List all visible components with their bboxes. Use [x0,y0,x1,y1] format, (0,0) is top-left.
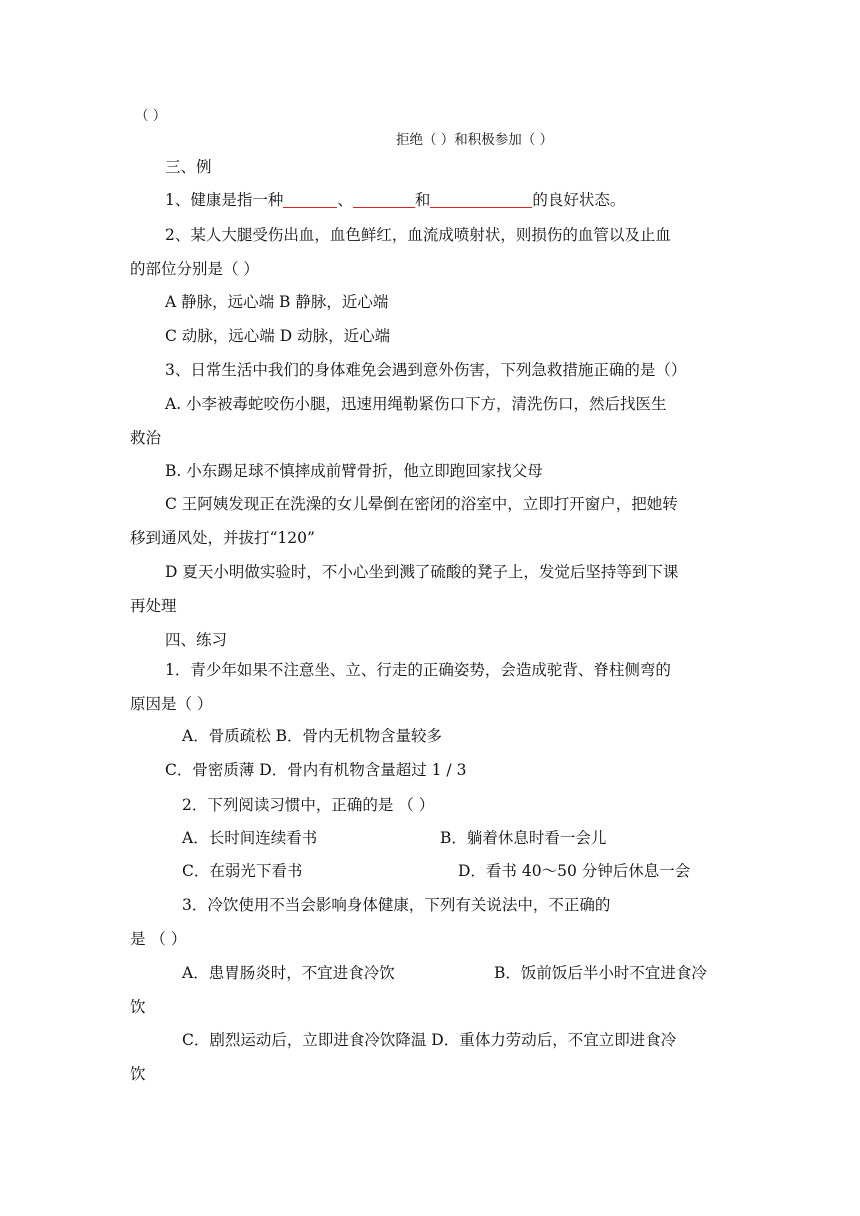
practice-q2-option-a: A．长时间连续看书 [182,829,318,847]
practice-q1-line2: 原因是（ ） [130,695,213,713]
practice-q3-ab-wrap: 饮 [130,998,146,1016]
first-aid-option-c-line2: 移到通风处，并拔打“120” [130,529,315,547]
practice-q2-option-c: C．在弱光下看书 [182,862,303,880]
refuse-participate-line: 拒绝（ ）和积极参加（ ） [396,132,554,148]
practice-q2-option-b: B．躺着休息时看一会儿 [440,829,607,847]
section-three-heading: 三、例 [165,158,212,176]
practice-q1-line1: 1．青少年如果不注意坐、立、行走的正确姿势，会造成驼背、脊柱侧弯的 [165,661,671,679]
first-aid-option-d-line1: D 夏天小明做实验时，不小心坐到溅了硫酸的凳子上，发觉后坚持等到下课 [165,563,679,581]
bleeding-options-cd: C 动脉，远心端 D 动脉，近心端 [165,327,391,345]
question-bleeding-line1: 2、某人大腿受伤出血，血色鲜红，血流成喷射状，则损伤的血管以及止血 [165,226,671,244]
q1-prefix: 1、健康是指一种 [165,191,284,209]
fill-blank-3[interactable] [430,191,532,208]
bleeding-options-ab: A 静脉，远心端 B 静脉，近心端 [165,293,389,311]
practice-q3-line2: 是 （ ） [130,930,187,948]
first-aid-option-c-line1: C 王阿姨发现正在洗澡的女儿晕倒在密闭的浴室中，立即打开窗户，把她转 [165,495,678,513]
practice-q3-cd-wrap: 饮 [130,1065,146,1083]
section-four-heading: 四、练习 [165,631,228,649]
practice-q3-option-b: B．饭前饭后半小时不宜进食冷 [494,964,707,982]
first-aid-option-a-line2: 救治 [130,429,162,447]
practice-q1-options-cd: C．骨密质薄 D．骨内有机物含量超过 1 / 3 [165,761,467,779]
question-first-aid-stem: 3、日常生活中我们的身体难免会遇到意外伤害，下列急救措施正确的是（） [165,361,687,379]
first-aid-option-b: B. 小东踢足球不慎摔成前臂骨折，他立即跑回家找父母 [165,462,543,480]
q1-sep1: 、 [337,191,353,209]
practice-q3-line1: 3．冷饮使用不当会影响身体健康，下列有关说法中，不正确的 [182,896,611,914]
question-bleeding-line2: 的部位分别是（ ） [130,260,259,278]
first-aid-option-a-line1: A. 小李被毒蛇咬伤小腿，迅速用绳勒紧伤口下方，清洗伤口，然后找医生 [165,395,667,413]
q1-suffix: 的良好状态。 [532,191,626,209]
first-aid-option-d-line2: 再处理 [130,597,177,615]
practice-q3-options-cd: C．剧烈运动后，立即进食冷饮降温 D．重体力劳动后，不宜立即进食冷 [182,1031,677,1049]
practice-q2-option-d: D．看书 40～50 分钟后休息一会 [458,862,691,880]
q1-sep2: 和 [414,191,431,209]
question-health-definition [165,190,625,210]
practice-q2-stem: 2．下列阅读习惯中，正确的是 （ ） [182,796,435,814]
fill-blank-1[interactable] [283,191,337,208]
practice-q1-options-ab: A．骨质疏松 B．骨内无机物含量较多 [182,727,443,745]
answer-paren: （ ） [135,108,167,124]
fill-blank-2[interactable] [353,191,415,208]
practice-q3-option-a: A．患胃肠炎时，不宜进食冷饮 [182,964,395,982]
